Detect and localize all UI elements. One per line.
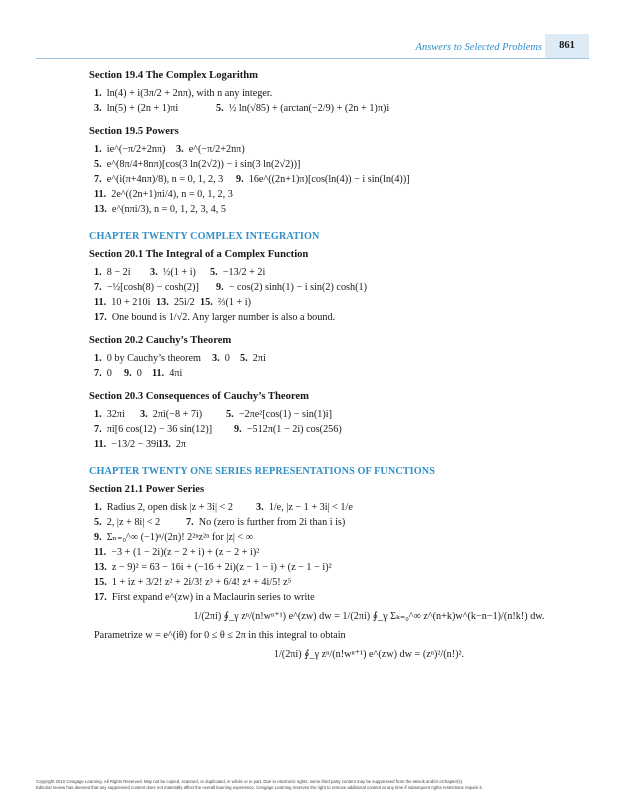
answer-text: −13/2 + 2i [222,267,266,278]
answer-number: 1. [94,144,102,155]
answer-text: 10 + 210i [111,297,151,308]
answer-number: 1. [94,409,102,420]
answer-number: 3. [212,353,220,364]
answer-number: 5. [216,103,224,114]
answer-item [94,545,259,560]
answer-number: 17. [94,592,107,603]
header-rule [36,58,589,59]
answer-text: 0 [136,368,142,379]
copyright-line-2: Editorial review has deemed that any suppressed content does not materially affect the overall learning experience. Cengage Learning reserves the right to remove additional content at any time if subsequent rights restrictions require it. [36,785,483,790]
answer-item [94,500,256,515]
answer-row [89,280,589,295]
answer-text: 25i/2 [173,297,195,308]
answer-text: 2e^((2n+1)πi/4), n = 0, 1, 2, 3 [111,189,233,200]
answer-row [89,545,589,560]
answer-row [89,407,589,422]
answer-text: One bound is 1/√2. Any larger number is also a bound. [111,312,336,323]
section-heading: Section 21.1 Power Series [89,484,205,495]
answer-number: 5. [94,517,102,528]
section-gap [89,325,589,335]
answer-number: 15. [200,297,213,308]
answer-item [186,515,345,530]
answer-item [256,500,353,515]
answer-text: −2πe²[cos(1) − sin(1)i] [238,409,332,420]
answer-text: ie^(−π/2+2nπ) [106,144,166,155]
section-heading: Section 20.3 Consequences of Cauchy’s Theorem [89,391,309,402]
answer-text: ½(1 + i) [162,267,196,278]
answer-item [94,101,216,116]
section-heading: Section 19.4 The Complex Logarithm [89,70,259,81]
answer-row [89,265,589,280]
answer-number: 5. [210,267,218,278]
answer-number: 9. [236,174,244,185]
section-heading: Section 20.1 The Integral of a Complex Function [89,249,309,260]
answer-row [89,86,589,101]
answer-number: 9. [234,424,242,435]
answer-text: − cos(2) sinh(1) − i sin(2) cosh(1) [228,282,367,293]
answer-item [94,437,158,452]
answer-item [94,295,156,310]
answer-number: 17. [94,312,107,323]
answer-row [89,202,589,217]
answer-text: ½ ln(√85) + (arctan(−2/9) + (2n + 1)π)i [228,103,390,114]
answer-text: z − 9)² = 63 − 16i + (−16 + 2i)(z − 1 − i) + (z − 1 − i)² [111,562,332,573]
answer-number: 1. [94,502,102,513]
section-gap [89,116,589,126]
answer-item [94,590,315,605]
answer-text: 1/e, |z − 1 + 3i| < 1/e [268,502,353,513]
answer-text: −½[cosh(8) − cosh(2)] [106,282,199,293]
answer-row [89,590,589,605]
section-heading: Section 19.5 Powers [89,126,179,137]
answer-row [89,575,589,590]
answer-row [89,422,589,437]
answer-text: 2πi [252,353,266,364]
answer-number: 5. [240,353,248,364]
answer-text: 0 [224,353,230,364]
answer-item [216,101,389,116]
answer-number: 1. [94,267,102,278]
answer-item [94,515,186,530]
answer-row [89,500,589,515]
answer-item [140,407,226,422]
answer-number: 9. [124,368,132,379]
header-title: Answers to Selected Problems [415,42,542,53]
answer-item [94,351,212,366]
answer-item [94,407,140,422]
display-equation: 1/(2πi) ∮_γ zⁿ/(n!wⁿ⁺¹) e^(zw) dw = (zⁿ)²/(n!)². [273,649,465,660]
answer-item [94,157,300,172]
answer-text: −3 + (1 − 2i)(z − 2 + i) + (z − 2 + i)² [111,547,260,558]
answer-item [94,280,216,295]
display-equation: 1/(2πi) ∮_γ zⁿ/(n!wⁿ⁺¹) e^(zw) dw = 1/(2πi) ∮_γ Σₖ₌₀^∞ z^(n+k)w^(k−n−1)/(n!k!) dw. [193,611,545,622]
answer-item [94,86,272,101]
answer-number: 5. [94,159,102,170]
answer-number: 13. [94,204,107,215]
answer-row [89,437,589,452]
answer-text: 1 + iz + 3/2! z² + 2i/3! z³ + 6/4! z⁴ + 4i/5! z⁵ [111,577,292,588]
answer-number: 3. [256,502,264,513]
answer-item [240,351,266,366]
answer-number: 7. [94,174,102,185]
answer-text: No (zero is further from 2i than i is) [198,517,346,528]
answer-row [89,101,589,116]
answer-number: 3. [176,144,184,155]
answer-item [152,366,182,381]
answer-text: 2πi(−8 + 7i) [152,409,203,420]
answer-text: πi[6 cos(12) − 36 sin(12)] [106,424,213,435]
answer-item [236,172,410,187]
answer-row [89,560,589,575]
answer-number: 3. [94,103,102,114]
answer-item [94,310,335,325]
section-gap [89,217,589,227]
answer-item [150,265,210,280]
answer-number: 3. [150,267,158,278]
answer-item [94,202,226,217]
answer-row [89,187,589,202]
answer-number: 11. [152,368,165,379]
answer-text: 2π [175,439,187,450]
page-number: 861 [545,34,589,58]
answer-number: 13. [158,439,171,450]
answer-text: −13/2 − 39i [111,439,159,450]
answer-number: 1. [94,88,102,99]
answer-text: 4πi [169,368,183,379]
answer-text: 0 by Cauchy’s theorem [106,353,201,364]
answer-item [156,295,200,310]
answer-item [94,530,253,545]
answer-item [94,575,291,590]
section-heading: Section 20.2 Cauchy’s Theorem [89,335,232,346]
answer-text: ln(4) + i(3π/2 + 2nπ), with n any integer. [106,88,273,99]
section-gap [89,452,589,462]
copyright-line-1: Copyright 2010 Cengage Learning. All Rights Reserved. May not be copied, scanned, or duplicated, in whole or in part. Due to electronic rights, some third party content may be suppressed from the eBook and/or eChapter(s). [36,779,464,784]
answer-number: 11. [94,189,107,200]
answer-text: e^(i(π+4nπ)/8), n = 0, 1, 2, 3 [106,174,224,185]
answer-number: 1. [94,353,102,364]
answer-number: 7. [94,368,102,379]
answer-text: Σₙ₌₀^∞ (−1)ⁿ/(2n)! 2²ⁿz²ⁿ for |z| < ∞ [106,532,253,543]
copyright-footer [36,779,586,791]
answer-item [158,437,186,452]
answer-text: e^(nπi/3), n = 0, 1, 2, 3, 4, 5 [111,204,226,215]
answer-number: 13. [94,562,107,573]
answer-item [176,142,245,157]
answer-row [89,310,589,325]
answer-text: ⅔(1 + i) [217,297,252,308]
answer-text: 16e^((2n+1)π)[cos(ln(4)) − i sin(ln(4))] [248,174,410,185]
answer-text: Radius 2, open disk |z + 3i| < 2 [106,502,233,513]
answer-text: ln(5) + (2n + 1)πi [106,103,179,114]
answer-number: 3. [140,409,148,420]
answer-number: 11. [94,439,107,450]
chapter-heading: CHAPTER TWENTY ONE SERIES REPRESENTATIONS OF FUNCTIONS [89,466,435,477]
answer-text: e^(8π/4+8nπ)[cos(3 ln(2√2)) − i sin(3 ln(2√2))] [106,159,301,170]
answer-number: 9. [94,532,102,543]
answer-item [124,366,152,381]
answer-number: 11. [94,297,107,308]
answer-row [89,157,589,172]
answer-text: 2, |z + 8i| < 2 [106,517,161,528]
section-gap [89,381,589,391]
answer-number: 5. [226,409,234,420]
answer-item [216,280,367,295]
answer-text: e^(−π/2+2nπ) [188,144,245,155]
paragraph-text: Parametrize w = e^(iθ) for 0 ≤ θ ≤ 2π in this integral to obtain [94,630,346,641]
answer-text: 0 [106,368,112,379]
answer-item [94,366,124,381]
answer-item [210,265,265,280]
answer-row [89,530,589,545]
answer-number: 7. [94,424,102,435]
answer-item [94,265,150,280]
answer-item [226,407,332,422]
answer-item [94,172,236,187]
answer-text: −512π(1 − 2i) cos(256) [246,424,342,435]
answer-item [94,187,233,202]
answer-item [94,142,176,157]
answer-number: 7. [186,517,194,528]
answers-content [89,70,589,666]
answer-number: 11. [94,547,107,558]
answer-item [94,422,234,437]
answer-row [89,351,589,366]
answer-row [89,295,589,310]
answer-row [89,515,589,530]
chapter-heading: CHAPTER TWENTY COMPLEX INTEGRATION [89,231,320,242]
answer-text: 32πi [106,409,125,420]
answer-number: 15. [94,577,107,588]
answer-item [234,422,342,437]
answer-item [94,560,332,575]
answer-number: 9. [216,282,224,293]
answer-item [200,295,251,310]
answer-number: 13. [156,297,169,308]
answer-text: First expand e^(zw) in a Maclaurin series to write [111,592,315,603]
answer-number: 7. [94,282,102,293]
answer-text: 8 − 2i [106,267,131,278]
answer-row [89,142,589,157]
answer-row [89,172,589,187]
answer-row [89,366,589,381]
answer-item [212,351,240,366]
